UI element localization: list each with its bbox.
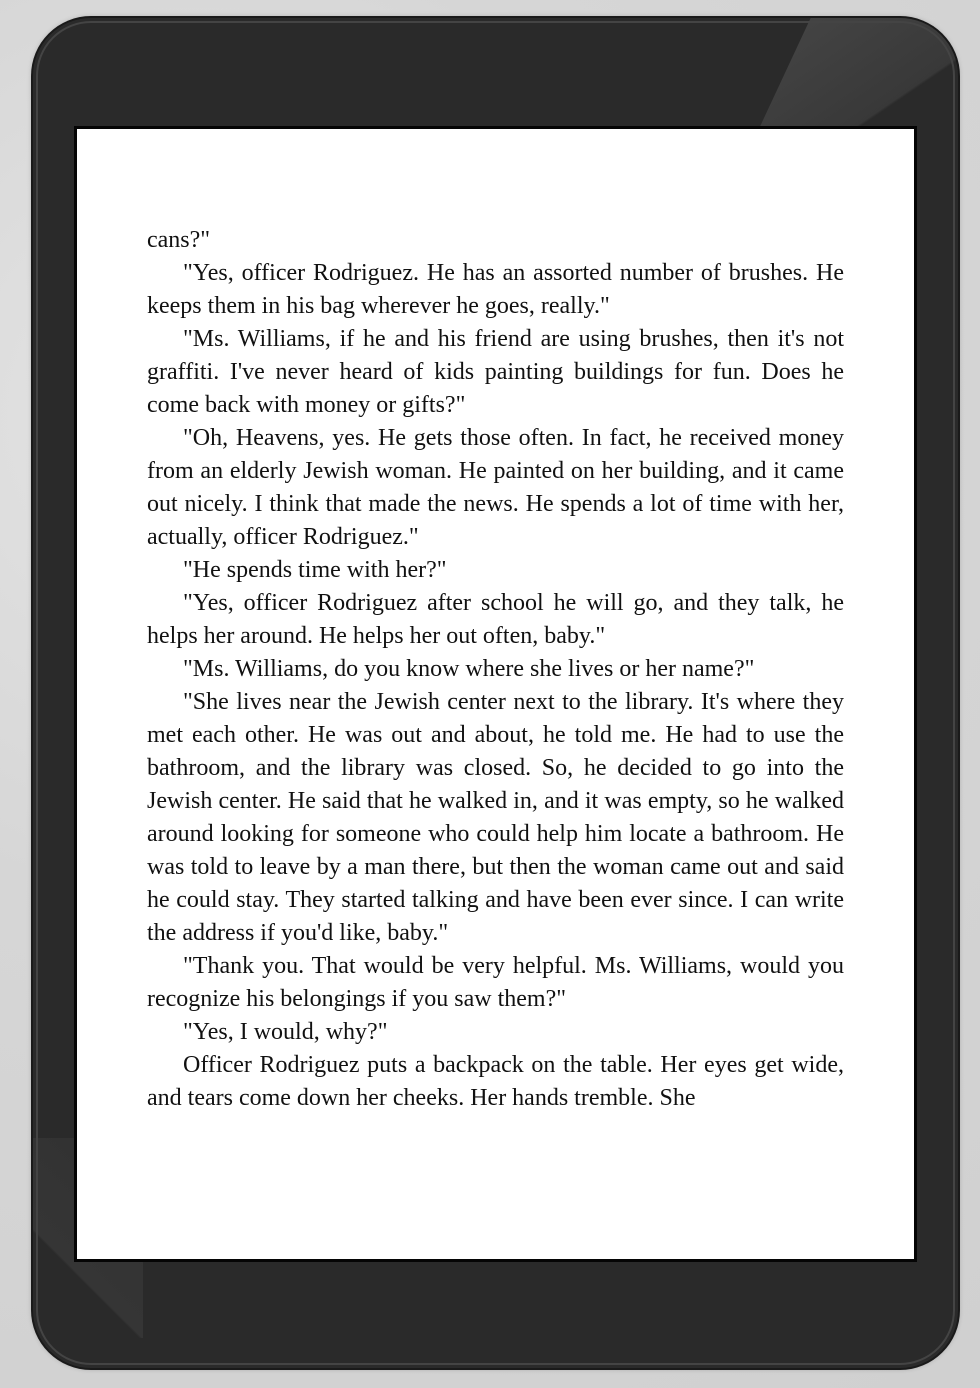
- paragraph: "Yes, officer Rodriguez after school he will go, and they talk, he helps her around. He helps her out often, baby.": [147, 590, 844, 649]
- paragraph: cans?": [147, 227, 211, 253]
- paragraph: "Yes, officer Rodriguez. He has an assorted number of brushes. He keeps them in his bag wherever he goes, really.": [147, 260, 844, 319]
- reader-screen[interactable]: [74, 126, 917, 1262]
- paragraph: "Thank you. That would be very helpful. Ms. Williams, would you recognize his belongings if you saw them?": [147, 953, 844, 1012]
- paragraph: "Oh, Heavens, yes. He gets those often. In fact, he received money from an elderly Jewish woman. He painted on her building, and it came out nicely. I think that made the news. He spends a lot of time with her, actually, officer Rodriguez.": [147, 425, 844, 550]
- paragraph: "Ms. Williams, do you know where she lives or her name?": [183, 656, 755, 682]
- paragraph: "Ms. Williams, if he and his friend are using brushes, then it's not graffiti. I've never heard of kids painting buildings for fun. Does he come back with money or gifts?": [147, 326, 844, 418]
- paragraph: "Yes, I would, why?": [183, 1019, 388, 1045]
- paragraph: "She lives near the Jewish center next to the library. It's where they met each other. He was out and about, he told me. He had to use the bathroom, and the library was closed. So, he decided to go into the Jewish center. He said that he walked in, and it was empty, so he walked around looking for someone who could help him locate a bathroom. He was told to leave by a man there, but then the woman came out and said he could stay. They started talking and have been ever since. I can write the address if you'd like, baby.": [147, 689, 844, 946]
- paragraph: "He spends time with her?": [183, 557, 447, 583]
- tablet-device: [33, 18, 958, 1368]
- paragraph: Officer Rodriguez puts a backpack on the table. Her eyes get wide, and tears come down her cheeks. Her hands tremble. She: [147, 1052, 844, 1111]
- book-page-text: [147, 224, 844, 1115]
